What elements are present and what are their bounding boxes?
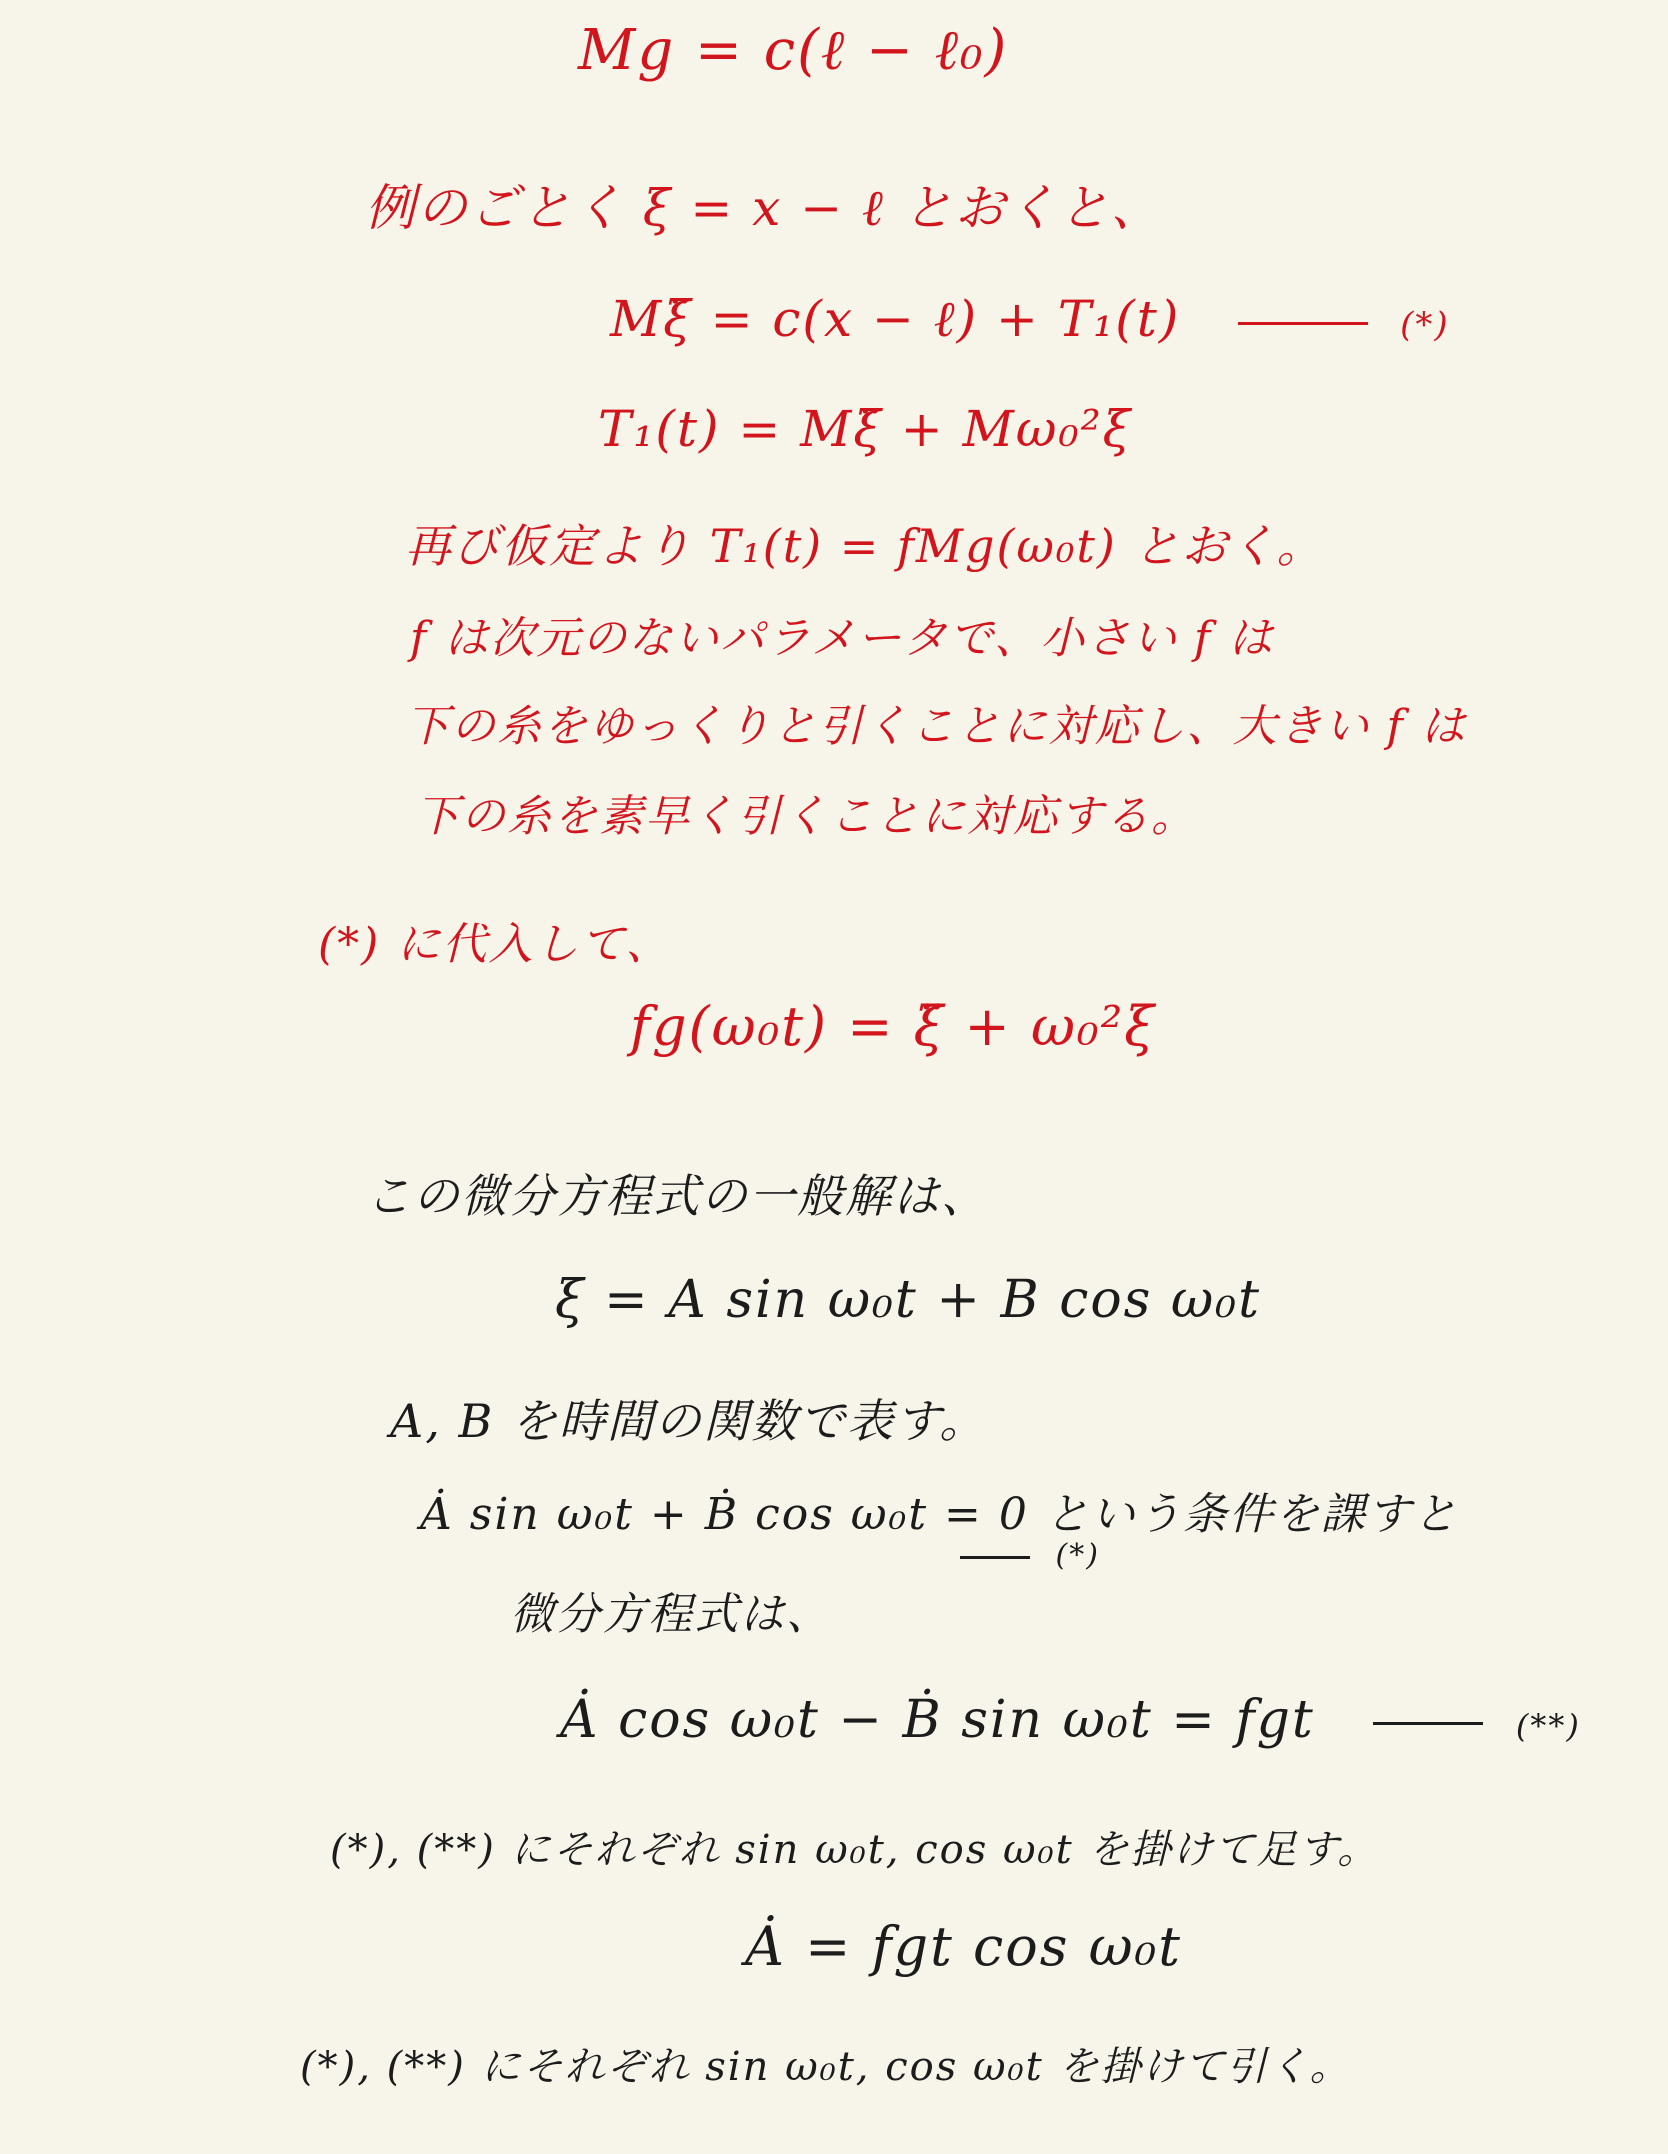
equation-text: Ȧ = fgt cos ω₀t — [745, 1915, 1183, 1978]
tension-equation — [598, 400, 1132, 458]
statement-text: A, B を時間の関数で表す。 — [390, 1394, 988, 1448]
variation-of-parameters-note — [390, 1385, 987, 1451]
tag-leader-line — [960, 1556, 1030, 1559]
parameter-description-line-2 — [405, 690, 1467, 754]
equation-tag: (*) — [1400, 305, 1450, 345]
equation-text: T₁(t) = Mξ̈ + Mω₀²ξ — [598, 400, 1133, 458]
statement-text: f は次元のないパラメータで、小さい f は — [410, 613, 1275, 664]
substitution-statement — [365, 168, 1163, 240]
elimination-step-subtract — [300, 2035, 1352, 2092]
ode-heading — [510, 1578, 832, 1642]
statement-text: (*) に代入して、 — [318, 919, 672, 970]
second-condition-equation — [560, 1690, 1581, 1750]
elimination-step-add — [330, 1818, 1379, 1875]
statement-text: この微分方程式の一般解は、 — [365, 1169, 989, 1223]
equation-text: Ȧ cos ω₀t − Ḃ sin ω₀t = fgt — [560, 1690, 1315, 1750]
a-dot-result — [745, 1915, 1182, 1978]
substitution-note — [318, 908, 671, 972]
statement-text: 下の糸を素早く引くことに対応する。 — [415, 791, 1197, 842]
general-solution-equation — [555, 1270, 1261, 1330]
equation-text: Ȧ sin ω₀t + Ḃ cos ω₀t = 0 という条件を課すと — [420, 1489, 1459, 1540]
equation-equilibrium — [578, 18, 1008, 83]
parameter-description-line-3 — [415, 780, 1197, 844]
statement-text: (*), (**) にそれぞれ sin ω₀t, cos ω₀t を掛けて引く。 — [300, 2044, 1352, 2090]
statement-text: 再び仮定より T₁(t) = fMg(ω₀t) とおく。 — [405, 519, 1325, 573]
constraint-tag — [960, 1538, 1100, 1573]
equation-text: fg(ω₀t) = ξ̈ + ω₀²ξ — [630, 995, 1157, 1058]
parameter-description-line-1 — [410, 602, 1274, 666]
tag-leader-line — [1373, 1722, 1483, 1725]
equation-of-motion — [610, 290, 1450, 348]
constraint-equation — [420, 1478, 1459, 1542]
statement-text: 下の糸をゆっくりと引くことに対応し、大きい f は — [405, 701, 1467, 752]
statement-text: (*), (**) にそれぞれ sin ω₀t, cos ω₀t を掛けて足す。 — [330, 1827, 1380, 1873]
equation-tag: (**) — [1515, 1707, 1581, 1745]
assumption-statement — [405, 510, 1325, 576]
forced-oscillator-equation — [630, 995, 1156, 1058]
general-solution-heading — [365, 1160, 989, 1226]
equation-text: Mg = c(ℓ − ℓ₀) — [578, 18, 1009, 83]
equation-text: Mξ̈ = c(x − ℓ) + T₁(t) — [610, 290, 1181, 348]
equation-text: ξ = A sin ω₀t + B cos ω₀t — [555, 1270, 1261, 1330]
statement-text: 微分方程式は、 — [510, 1589, 832, 1640]
equation-tag: (*) — [1055, 1538, 1100, 1573]
statement-text: 例のごとく ξ = x − ℓ とおくと、 — [365, 179, 1163, 237]
tag-leader-line — [1238, 322, 1368, 325]
